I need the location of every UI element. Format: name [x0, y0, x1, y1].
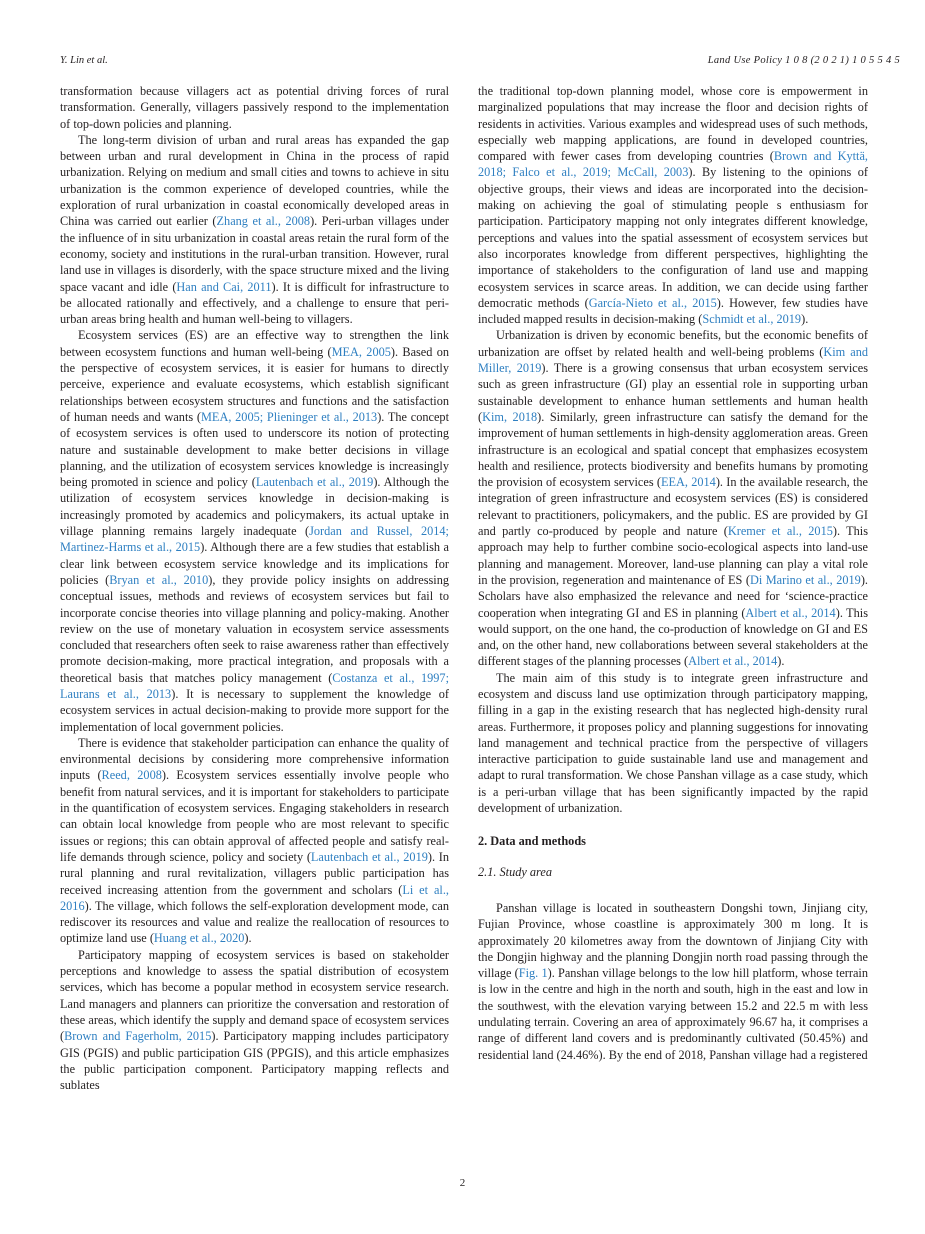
paragraph: [60, 83, 449, 132]
right-column-intro: [478, 83, 868, 816]
paragraph-text: ). Based on the perspective of ecosystem services, it is easier for humans to directly perceive, experience and evaluate ecosystems, which establish significant relationships between ecosystem structures and functions and the satisfaction of human needs and wants (: [60, 344, 450, 424]
page-number: 2: [459, 1177, 466, 1189]
citation-link[interactable]: Brown and Fagerholm, 2015: [64, 1029, 212, 1044]
paragraph-text: ). Although there are a few studies that establish a clear link between ecosystem service knowledge and its implications for policies (: [60, 540, 449, 587]
paragraph-text: ). In the available research, the integration of green infrastructure and ecosystem services (ES) is considered relevant to practitioners, policymakers, and the public. ES are provided by GI and partly co-produced by people and nature (: [478, 475, 868, 539]
paragraph-text: ). In rural planning and rural revitalization, villagers public participation has received increasing attention from the government and scholars (: [60, 849, 449, 897]
section-heading: 2. Data and methods: [478, 834, 586, 849]
paragraph-text: Ecosystem services (ES) are an effective way to strengthen the link between ecosystem functions and human well-being (: [60, 328, 449, 359]
paragraph-text: ). This would support, on the one hand, the co-production of knowledge on GI and ES and, on the other hand, new collaborations between several stakeholders at the different stages of the planning processes (: [478, 605, 868, 669]
paragraph-text: the traditional top-down planning model, whose core is empowerment in marginalized populations that may increase the floor and decision rights of residents in activities. Various examples and widespread uses of such methods, especially web mapping applications, are found in developed countries, compared with fewer cases from developing countries (: [478, 84, 868, 164]
left-column: [60, 83, 449, 1093]
subsection-heading: 2.1. Study area: [478, 864, 552, 879]
paragraph-text: ).: [777, 654, 785, 669]
paragraph: [60, 947, 449, 1094]
citation-link[interactable]: Fig. 1: [518, 966, 548, 981]
citation-link[interactable]: Jordan and Russel, 2014; Martinez-Harms et al., 2015: [60, 524, 449, 555]
paragraph-text: ). Participatory mapping includes participatory GIS (PGIS) and public participation GIS (PPGIS), and this article emphasizes the public participation component. Participatory mapping reflects and sublates: [60, 1029, 449, 1093]
paragraph-text: ). Panshan village belongs to the low hill platform, whose terrain is low in the centre and high in the north and south, high in the east and low in the southwest, with the elevation varying between 15.2 and 22.5 m with less undulating terrain. Covering an area of approximately 96.67 ha, it comprises a range of different land covers and is predominantly cultivated (50.45%) and residential land (24.46%). By the end of 2018, Panshan village had a registered: [478, 966, 868, 1062]
paragraph: [478, 83, 868, 327]
paragraph-text: Urbanization is driven by economic benefits, but the economic benefits of urbanization are offset by related health and well-being problems (: [478, 328, 868, 359]
paragraph-text: ). Similarly, green infrastructure can satisfy the demand for the improvement of human settlements in high-density agglomeration areas. Green infrastructure is an ecological and spatial concept that emphasizes ecosystem health and resilience, protects biodiversity and benefits humans by promoting the provision of ecosystem services (: [478, 409, 868, 490]
paragraph-text: ). However, few studies have included mapped results in decision-making (: [478, 295, 868, 327]
paragraph-text: ). Peri-urban villages under the influence of in situ urbanization in coastal areas retain the rural form of the economy, society and institutions in the rural-urban transition. However, rural land use in villages is disorderly, with the space structure mixed and the living space vacant and idle (: [60, 214, 449, 294]
paragraph: [60, 132, 449, 328]
citation-link[interactable]: Albert et al., 2014: [688, 654, 778, 669]
citation-link[interactable]: Lautenbach et al., 2019: [310, 849, 428, 864]
citation-link[interactable]: Costanza et al., 1997; Laurans et al., 2013: [60, 670, 449, 701]
paragraph-text: ).: [801, 312, 809, 327]
paragraph-text: ). Ecosystem services essentially involve people who benefit from natural services, and it is important for stakeholders to participate in the quantification of ecosystem services. Engaging stakeholders in research can obtain local knowledge from people who are most relevant to specific issues or regions; this can obtain approval of affected people and satisfy real-life demands through science, policy and society (: [60, 768, 449, 864]
paragraph: [478, 327, 868, 669]
paragraph-text: ).: [244, 931, 252, 946]
citation-link[interactable]: Kim and Miller, 2019: [478, 344, 868, 376]
paragraph-text: ). There is a growing consensus that urban ecosystem services such as green infrastructure (GI) play an essential role in supporting urban sustainable development to enhance human settlements and human health (: [478, 361, 868, 424]
running-header-authors: Y. Lin et al.: [60, 55, 108, 66]
citation-link[interactable]: Albert et al., 2014: [745, 605, 836, 620]
paragraph-text: Participatory mapping of ecosystem services is based on stakeholder perceptions and knowledge to assess the spatial distribution of ecosystem services, which has become a popular method in ecosystem service research. Land managers and planners can prioritize the conversation and restoration of these areas, which identify the supply and demand space of ecosystem services (: [60, 947, 449, 1044]
citation-link[interactable]: Bryan et al., 2010: [109, 572, 209, 587]
citation-link[interactable]: Kremer et al., 2015: [727, 524, 833, 539]
paragraph-text: ). Although the utilization of ecosystem services knowledge in decision-making is increasingly promoted by academics and policymakers, its actual uptake in village planning remains largely inadequate (: [60, 475, 449, 539]
paragraph-text: Panshan village is located in southeastern Dongshi town, Jinjiang city, Fujian Province, whose coastline is approximately 300 m long. It is approximately 20 kilometres away from the downtown of Jinjiang City with the Dongjin highway and the planning Dongjin north road passing through the village (: [478, 900, 868, 981]
paragraph-text: ). The concept of ecosystem services is often used to underscore its notion of protecting nature and sustainable development to make better decisions in village planning, and the utilization of ecosystem services knowledge is increasingly being promoted in science and policy (: [60, 409, 450, 490]
citation-link[interactable]: Di Marino et al., 2019: [749, 572, 861, 587]
citation-link[interactable]: Brown and Kyttä, 2018; Falco et al., 2019; McCall, 2003: [478, 149, 868, 180]
citation-link[interactable]: Huang et al., 2020: [153, 931, 245, 946]
citation-link[interactable]: Han and Cai, 2011: [176, 279, 272, 294]
citation-link[interactable]: MEA, 2005; Plieninger et al., 2013: [201, 409, 378, 424]
citation-link[interactable]: García-Nieto et al., 2015: [588, 295, 717, 310]
paragraph-text: ). The village, which follows the self-exploration development mode, can rediscover its resources and value and realize the reallocation of resources to optimize land use (: [60, 898, 449, 946]
right-column: [478, 83, 868, 1063]
paragraph-text: ). Scholars have also emphasized the relevance and need for ‘science-practice cooperation when integrating GI and ES in planning (: [478, 572, 868, 620]
running-header-journal: Land Use Policy 1 0 8 (2 0 2 1) 1 0 5 5 4 5: [707, 55, 900, 66]
citation-link[interactable]: MEA, 2005: [331, 344, 391, 359]
paragraph-text: There is evidence that stakeholder participation can enhance the quality of environmental decisions by considering more comprehensive information inputs (: [60, 735, 449, 783]
paragraph-text: ). This approach may help to further combine socio-ecological aspects into land-use planning and management. Moreover, land-use planning can play a vital role in the provision, regeneration and maintenance of ES (: [478, 524, 869, 587]
citation-link[interactable]: EEA, 2014: [660, 475, 716, 490]
citation-link[interactable]: Lautenbach et al., 2019: [255, 475, 374, 490]
citation-link[interactable]: Zhang et al., 2008: [216, 214, 311, 229]
paragraph-text: The long-term division of urban and rural areas has expanded the gap between urban and rural development in China in the process of rapid urbanization. Relying on medium and small cities and towns to achieve in situ urbanization is the common experience of developed countries, while the exploration of rural urbanization in coastal economically developed areas in China was carried out earlier (: [60, 132, 449, 229]
right-column-study-area: [478, 900, 868, 1063]
citation-link[interactable]: Schmidt et al., 2019: [702, 312, 802, 327]
paragraph-text: ). It is difficult for infrastructure to be allocated rationally and effectively, and a challenge to ensure that peri-urban areas bring health and human well-being to villagers.: [60, 279, 449, 327]
citation-link[interactable]: Li et al., 2016: [60, 882, 449, 913]
paragraph: [478, 670, 868, 817]
citation-link[interactable]: Reed, 2008: [101, 768, 162, 783]
paragraph-text: transformation because villagers act as potential driving forces of rural transformation. Generally, villagers passively respond to the implementation of top-down policies and planning.: [60, 84, 449, 131]
paragraph: [60, 327, 449, 734]
paragraph: [478, 900, 868, 1063]
citation-link[interactable]: Kim, 2018: [482, 409, 538, 424]
paragraph: [60, 735, 449, 947]
paragraph-text: ). By listening to the opinions of objective groups, their views and ideas are incorporated into the decision-making on achieving the goal of stimulating people s enthusiasm for participation. Participatory mapping not only integrates different knowledge, perceptions and values into the spatial assessment of ecosystem services but also incorporates knowledge from different perspectives, highlighting the importance of stakeholders to the configuration of land use and mapping ecosystem services in scarce areas. In addition, we can decide using farther democratic methods (: [478, 165, 868, 310]
paragraph-text: ), they provide policy insights on addressing conceptual issues, methods and reviews of ecosystem services but fail to incorporate concise theories into village planning and policy-making. Another review on the use of monetary valuation in ecosystem service assessments concluded that researchers often seek to raise awareness rather than effectively promote decision-making, more practical integration, and proposals with a theoretical basis that matches policy management (: [60, 572, 450, 685]
paragraph-text: ). It is necessary to supplement the knowledge of ecosystem services in actual decision-making to provide more support for the implementation of local government policies.: [60, 686, 450, 734]
paragraph-text: The main aim of this study is to integrate green infrastructure and ecosystem and discuss land use optimization through participatory mapping, filling in a gap in the existing research that has neglected high-density rural areas. Furthermore, it proposes policy and planning suggestions for innovating land management and technical practice from the perspective of villagers interactive participation to guide sustainable land use and management and adapt to rural transformation. We chose Panshan village as a case study, which is a peri-urban village that has been significantly impacted by the rapid development of urbanization.: [478, 670, 868, 816]
